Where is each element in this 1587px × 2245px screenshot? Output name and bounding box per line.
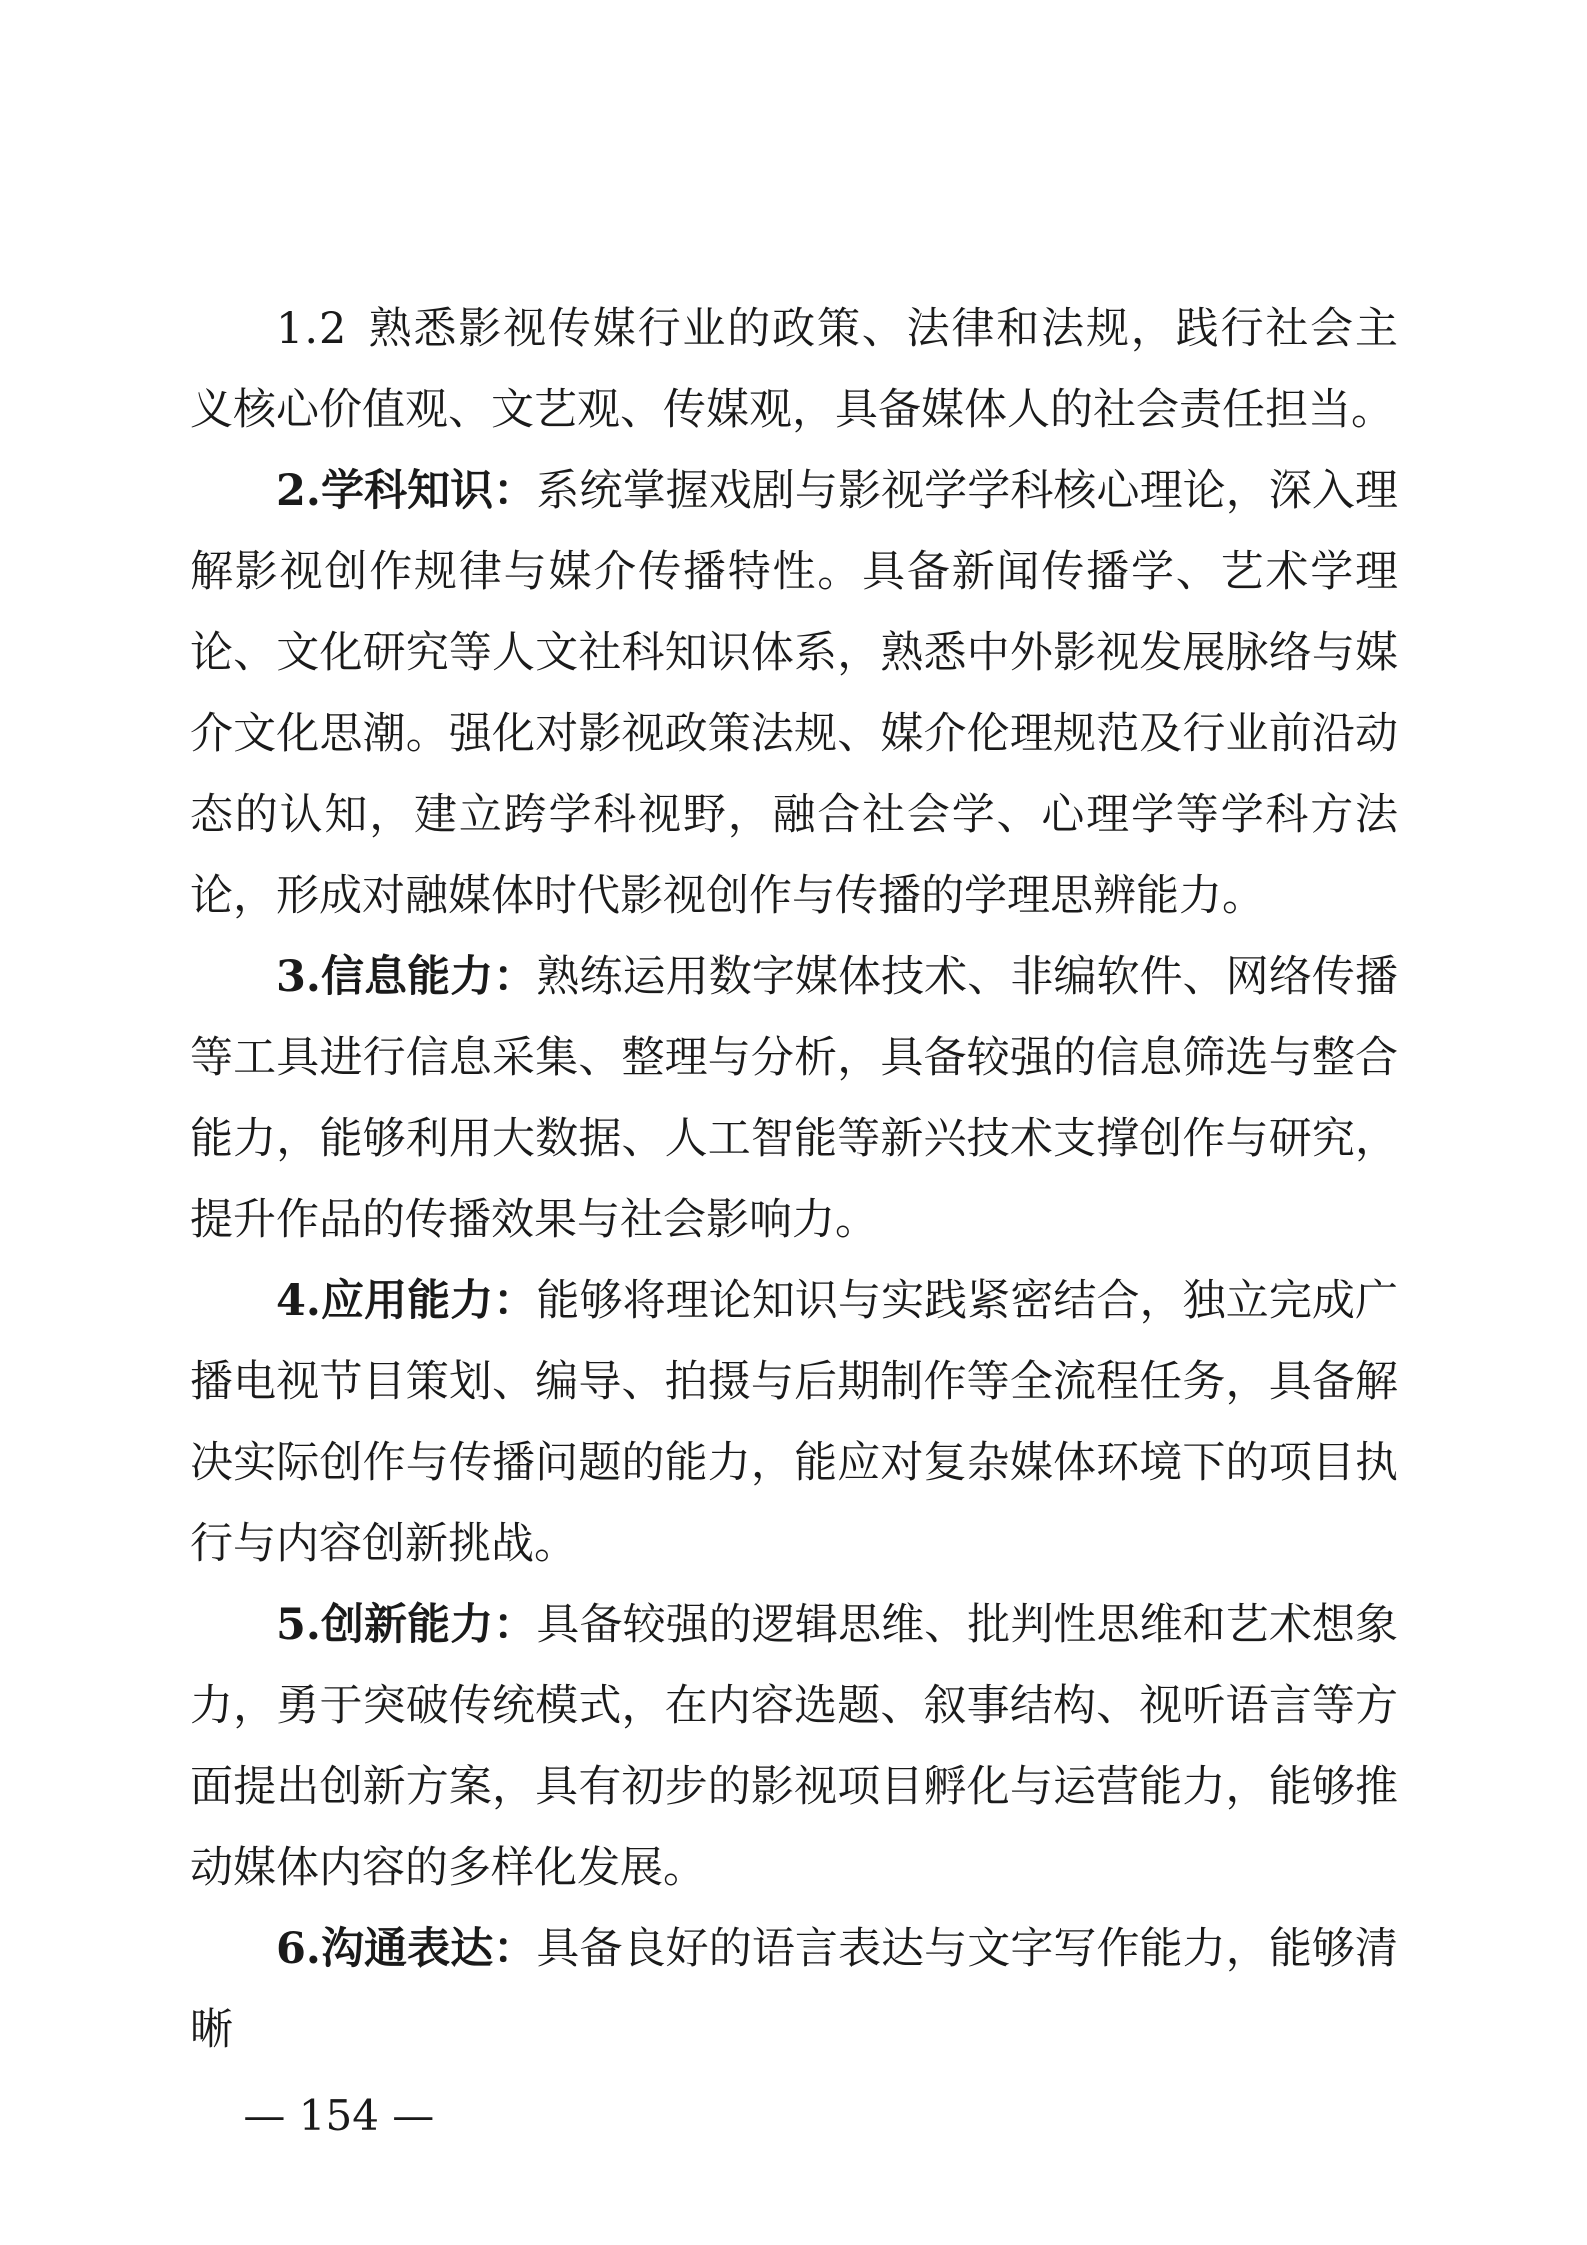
paragraph-label: 2.学科知识： [276, 466, 537, 516]
paragraph-text: 熟悉影视传媒行业的政策、法律和法规，践行社会主义核心价值观、文艺观、传媒观，具备媒体人的社会责任担当。 [190, 304, 1398, 435]
paragraph-text: 系统掌握戏剧与影视学学科核心理论，深入理解影视创作规律与媒介传播特性。具备新闻传播学、艺术学理论、文化研究等人文社科知识体系，熟悉中外影视发展脉络与媒介文化思潮。强化对影视政策法规、媒介伦理规范及行业前沿动态的认知，建立跨学科视野，融合社会学、心理学等学科方法论，形成对融媒体时代影视创作与传播的学理思辨能力。 [190, 466, 1399, 921]
body-text [190, 289, 1398, 2071]
page-number: — 154 — [243, 2091, 435, 2140]
page-footer [190, 2032, 434, 2200]
paragraph-information-ability [190, 937, 1398, 1261]
paragraph-innovation-ability [190, 1585, 1398, 1909]
paragraph-text: 具备良好的语言表达与文字写作能力，能够清晰 [190, 1924, 1399, 2055]
paragraph-1-2 [190, 289, 1398, 451]
paragraph-label: 6.沟通表达： [276, 1924, 537, 1974]
paragraph-text: 具备较强的逻辑思维、批判性思维和艺术想象力，勇于突破传统模式，在内容选题、叙事结构、视听语言等方面提出创新方案，具有初步的影视项目孵化与运营能力，能够推动媒体内容的多样化发展。 [190, 1600, 1399, 1893]
paragraph-text: 熟练运用数字媒体技术、非编软件、网络传播等工具进行信息采集、整理与分析，具备较强的信息筛选与整合能力，能够利用大数据、人工智能等新兴技术支撑创作与研究，提升作品的传播效果与社会影响力。 [190, 952, 1399, 1245]
paragraph-text: 能够将理论知识与实践紧密结合，独立完成广播电视节目策划、编导、拍摄与后期制作等全流程任务，具备解决实际创作与传播问题的能力，能应对复杂媒体环境下的项目执行与内容创新挑战。 [190, 1276, 1399, 1569]
section-number: 1.2 [276, 304, 348, 354]
paragraph-application-ability [190, 1261, 1398, 1585]
paragraph-label: 5.创新能力： [276, 1600, 537, 1650]
paragraph-subject-knowledge [190, 451, 1398, 937]
paragraph-label: 3.信息能力： [276, 952, 537, 1002]
paragraph-label: 4.应用能力： [276, 1276, 537, 1326]
